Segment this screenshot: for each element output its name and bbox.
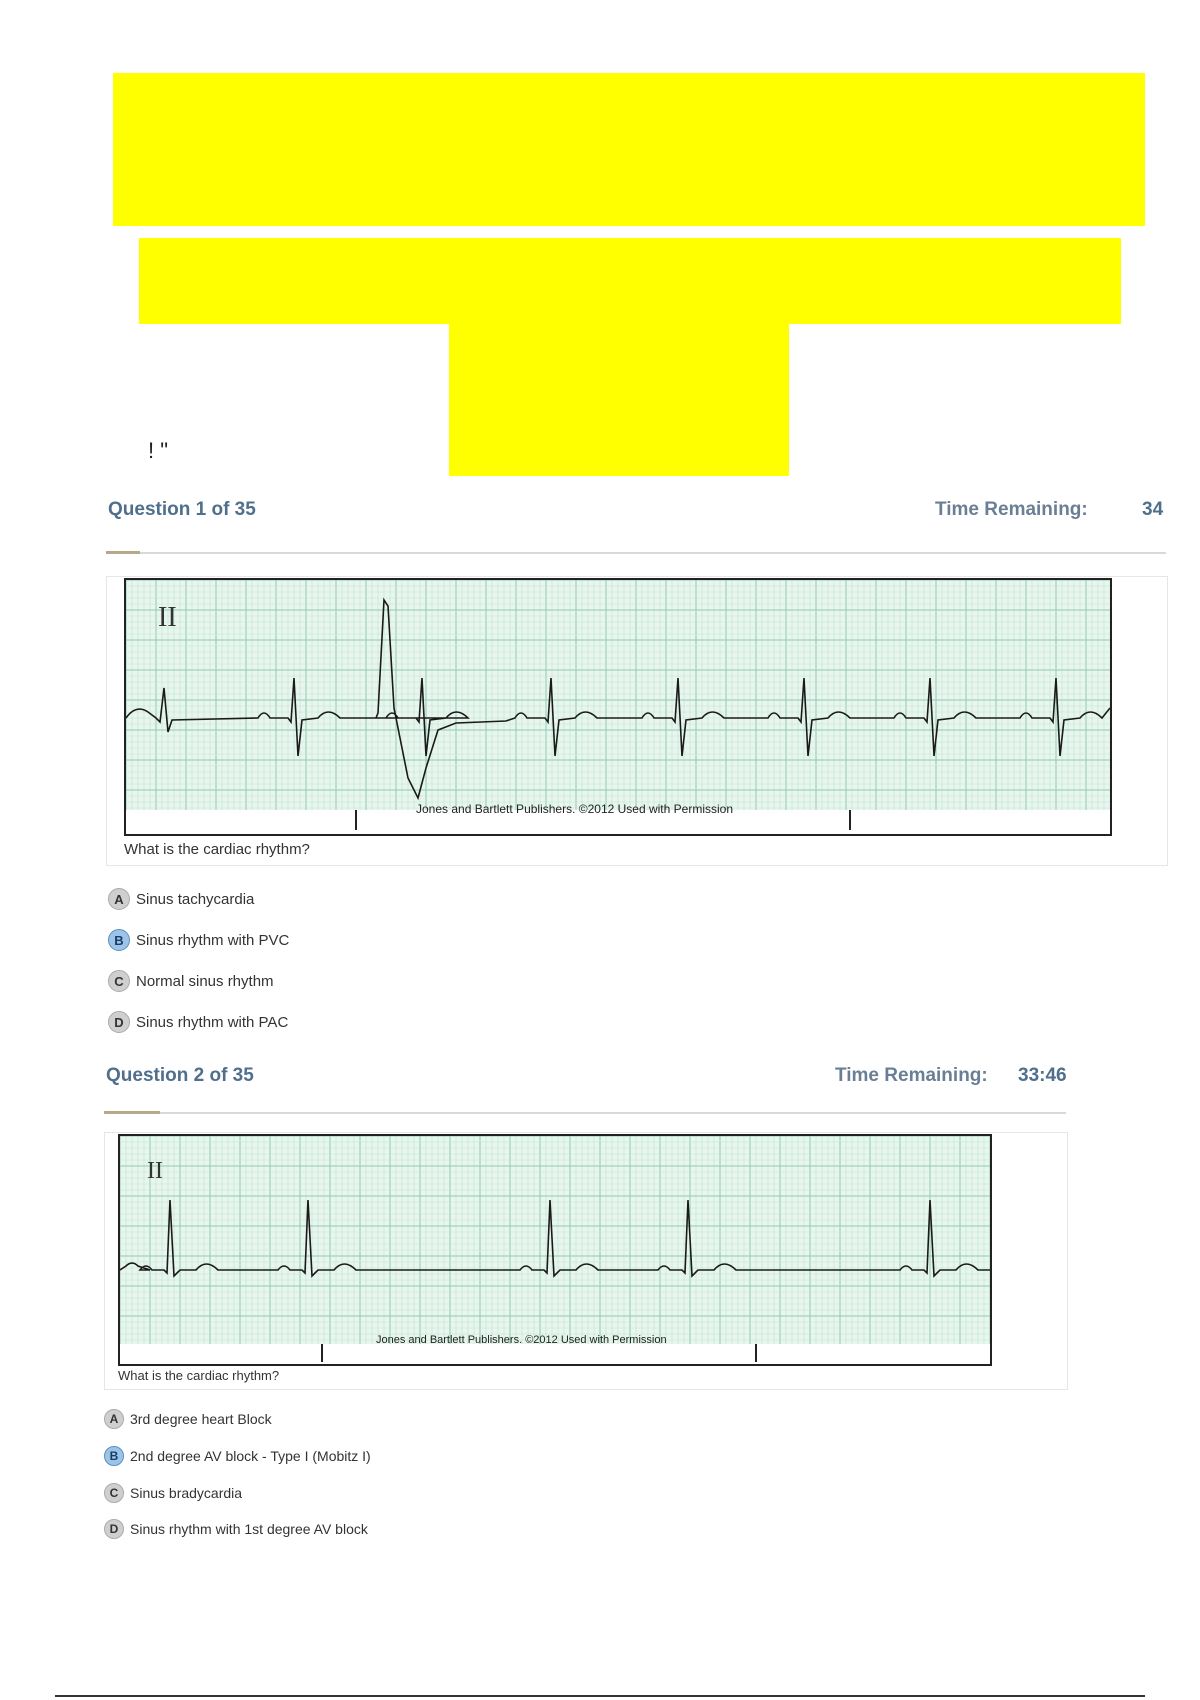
question-1-time-value: 34 xyxy=(1142,499,1164,520)
question-2-credit: Jones and Bartlett Publishers. ©2012 Used with Permission xyxy=(376,1334,667,1346)
question-2-progress xyxy=(104,1111,160,1114)
question-1-prompt: What is the cardiac rhythm? xyxy=(124,841,310,858)
option-label: Sinus rhythm with PVC xyxy=(136,931,290,949)
ecg-trace-2 xyxy=(120,1136,990,1364)
question-2-option-a[interactable] xyxy=(104,1409,272,1429)
option-c-icon: C xyxy=(104,1483,124,1503)
option-b-icon: B xyxy=(108,929,130,951)
question-1-progress xyxy=(106,551,140,554)
header-fragment: ! " xyxy=(148,438,169,463)
question-2-option-b[interactable] xyxy=(104,1446,371,1466)
question-1-time-label: Time Remaining: xyxy=(935,499,1088,520)
option-label: Sinus tachycardia xyxy=(136,890,255,908)
question-2-title: Question 2 of 35 xyxy=(106,1065,254,1086)
question-1-option-d[interactable] xyxy=(108,1011,288,1033)
question-1-divider xyxy=(106,552,1166,554)
option-c-icon: C xyxy=(108,970,130,992)
option-label: Normal sinus rhythm xyxy=(136,972,274,990)
page-bottom-rule xyxy=(55,1695,1145,1697)
question-2-option-d[interactable] xyxy=(104,1519,368,1539)
question-2-time-value: 33:46 xyxy=(1018,1065,1067,1086)
option-b-icon: B xyxy=(104,1446,124,1466)
ecg-trace-1 xyxy=(126,580,1110,834)
option-a-icon: A xyxy=(108,888,130,910)
option-label: Sinus rhythm with 1st degree AV block xyxy=(130,1521,368,1537)
redaction-block-bottom xyxy=(449,316,789,476)
question-1-credit: Jones and Bartlett Publishers. ©2012 Used with Permission xyxy=(416,802,733,816)
option-label: 2nd degree AV block - Type I (Mobitz I) xyxy=(130,1448,371,1464)
question-2-ecg-strip xyxy=(118,1134,992,1366)
question-1-option-b[interactable] xyxy=(108,929,289,951)
question-2-divider xyxy=(104,1112,1066,1114)
question-2-lead-label: II xyxy=(147,1158,163,1184)
option-label: 3rd degree heart Block xyxy=(130,1411,272,1427)
question-1-lead-label: II xyxy=(158,602,177,633)
question-2-time-label: Time Remaining: xyxy=(835,1065,988,1086)
question-2-prompt: What is the cardiac rhythm? xyxy=(118,1368,280,1383)
question-1-ecg-strip xyxy=(124,578,1112,836)
question-1-title: Question 1 of 35 xyxy=(108,499,256,520)
option-d-icon: D xyxy=(104,1519,124,1539)
option-d-icon: D xyxy=(108,1011,130,1033)
option-a-icon: A xyxy=(104,1409,124,1429)
question-1-option-a[interactable] xyxy=(108,888,254,910)
option-label: Sinus rhythm with PAC xyxy=(136,1013,289,1031)
question-2-option-c[interactable] xyxy=(104,1483,242,1503)
option-label: Sinus bradycardia xyxy=(130,1485,243,1501)
redaction-block-middle xyxy=(139,238,1121,324)
redaction-block-top xyxy=(113,73,1145,226)
question-1-option-c[interactable] xyxy=(108,970,274,992)
